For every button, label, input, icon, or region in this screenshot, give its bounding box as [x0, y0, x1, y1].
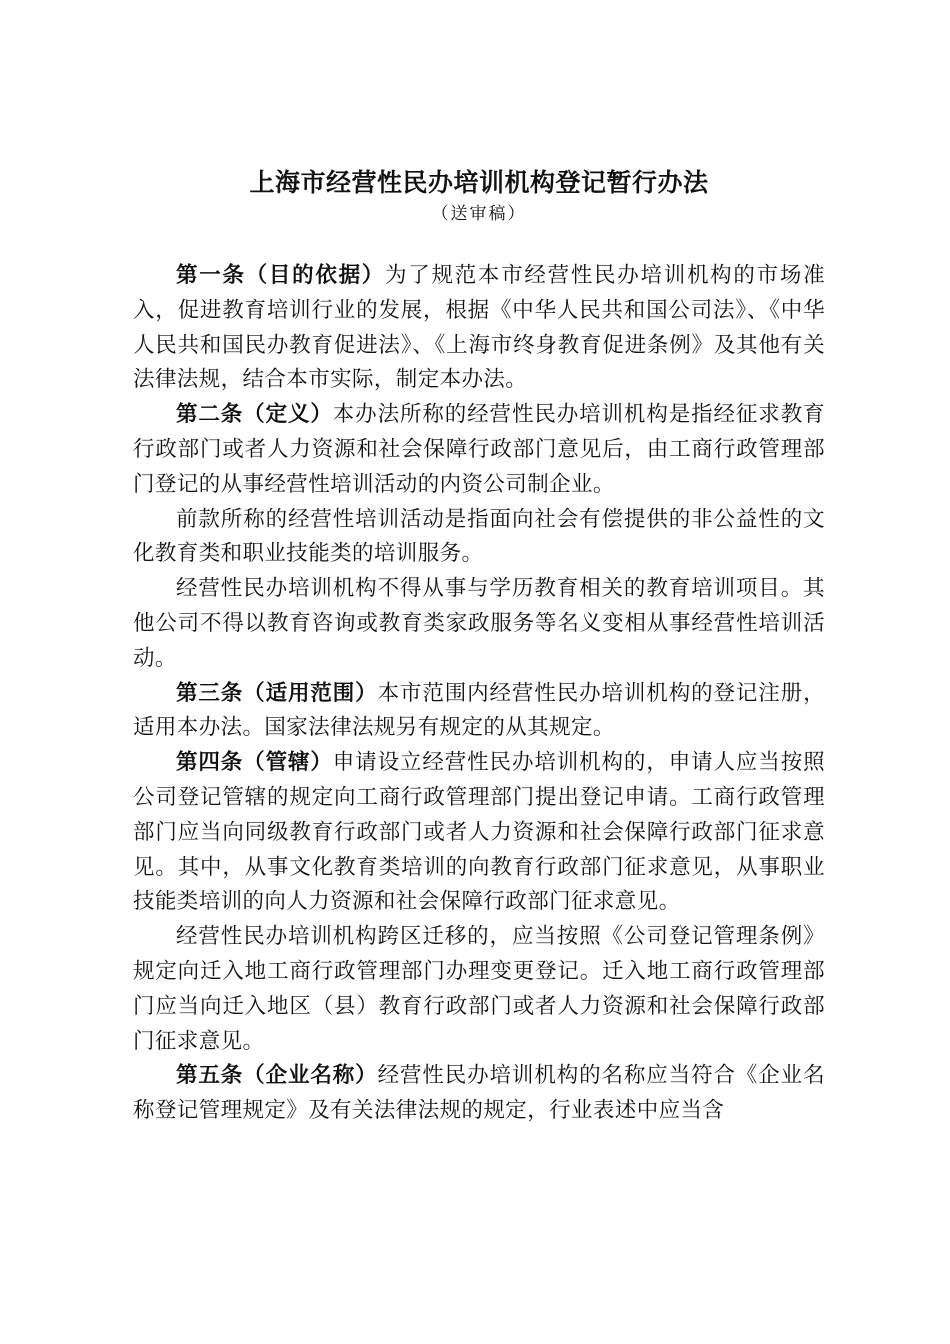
paragraph-text: 本市范围内经营性民办培训机构的登记注册，适用本办法。国家法律法规另有规定的从其规定。	[133, 680, 825, 741]
document-subtitle: （送审稿）	[431, 204, 527, 224]
article-3-paragraph	[133, 677, 825, 747]
article-2-paragraph	[133, 398, 825, 502]
article-4-paragraph	[133, 746, 825, 920]
article-4-paragraph-2	[133, 920, 825, 1059]
article-heading: 第三条（适用范围）	[176, 680, 378, 706]
article-2-paragraph-2	[133, 503, 825, 573]
paragraph-text: 经营性民办培训机构跨区迁移的，应当按照《公司登记管理条例》规定向迁入地工商行政管理部门办理变更登记。迁入地工商行政管理部门应当向迁入地区（县）教育行政部门或者人力资源和社会保障行政部门征求意见。	[133, 924, 825, 1054]
paragraph-text: 前款所称的经营性培训活动是指面向社会有偿提供的非公益性的文化教育类和职业技能类的培训服务。	[133, 506, 825, 567]
article-5-paragraph	[133, 1059, 825, 1129]
article-heading: 第二条（定义）	[176, 402, 333, 428]
paragraph-text: 本办法所称的经营性民办培训机构是指经征求教育行政部门或者人力资源和社会保障行政部门意见后，由工商行政管理部门登记的从事经营性培训活动的内资公司制企业。	[133, 402, 825, 497]
paragraph-text: 经营性民办培训机构不得从事与学历教育相关的教育培训项目。其他公司不得以教育咨询或教育类家政服务等名义变相从事经营性培训活动。	[133, 576, 825, 671]
article-heading: 第四条（管辖）	[176, 750, 333, 776]
paragraph-text: 为了规范本市经营性民办培训机构的市场准入，促进教育培训行业的发展，根据《中华人民共和国公司法》、《中华人民共和国民办教育促进法》、《上海市终身教育促进条例》及其他有关法律法规，结合本市实际，制定本办法。	[133, 263, 825, 393]
document-page	[133, 165, 825, 1129]
document-title: 上海市经营性民办培训机构登记暂行办法	[249, 168, 709, 197]
article-1-paragraph	[133, 259, 825, 398]
article-2-paragraph-3	[133, 572, 825, 676]
paragraph-text: 申请设立经营性民办培训机构的，申请人应当按照公司登记管辖的规定向工商行政管理部门提出登记申请。工商行政管理部门应当向同级教育行政部门或者人力资源和社会保障行政部门征求意见。其中，从事文化教育类培训的向教育行政部门征求意见，从事职业技能类培训的向人力资源和社会保障行政部门征求意见。	[133, 750, 825, 915]
paragraph-text: 经营性民办培训机构的名称应当符合《企业名称登记管理规定》及有关法律法规的规定，行业表述中应当含	[133, 1063, 825, 1124]
article-heading: 第五条（企业名称）	[176, 1063, 378, 1089]
article-heading: 第一条（目的依据）	[176, 263, 386, 288]
